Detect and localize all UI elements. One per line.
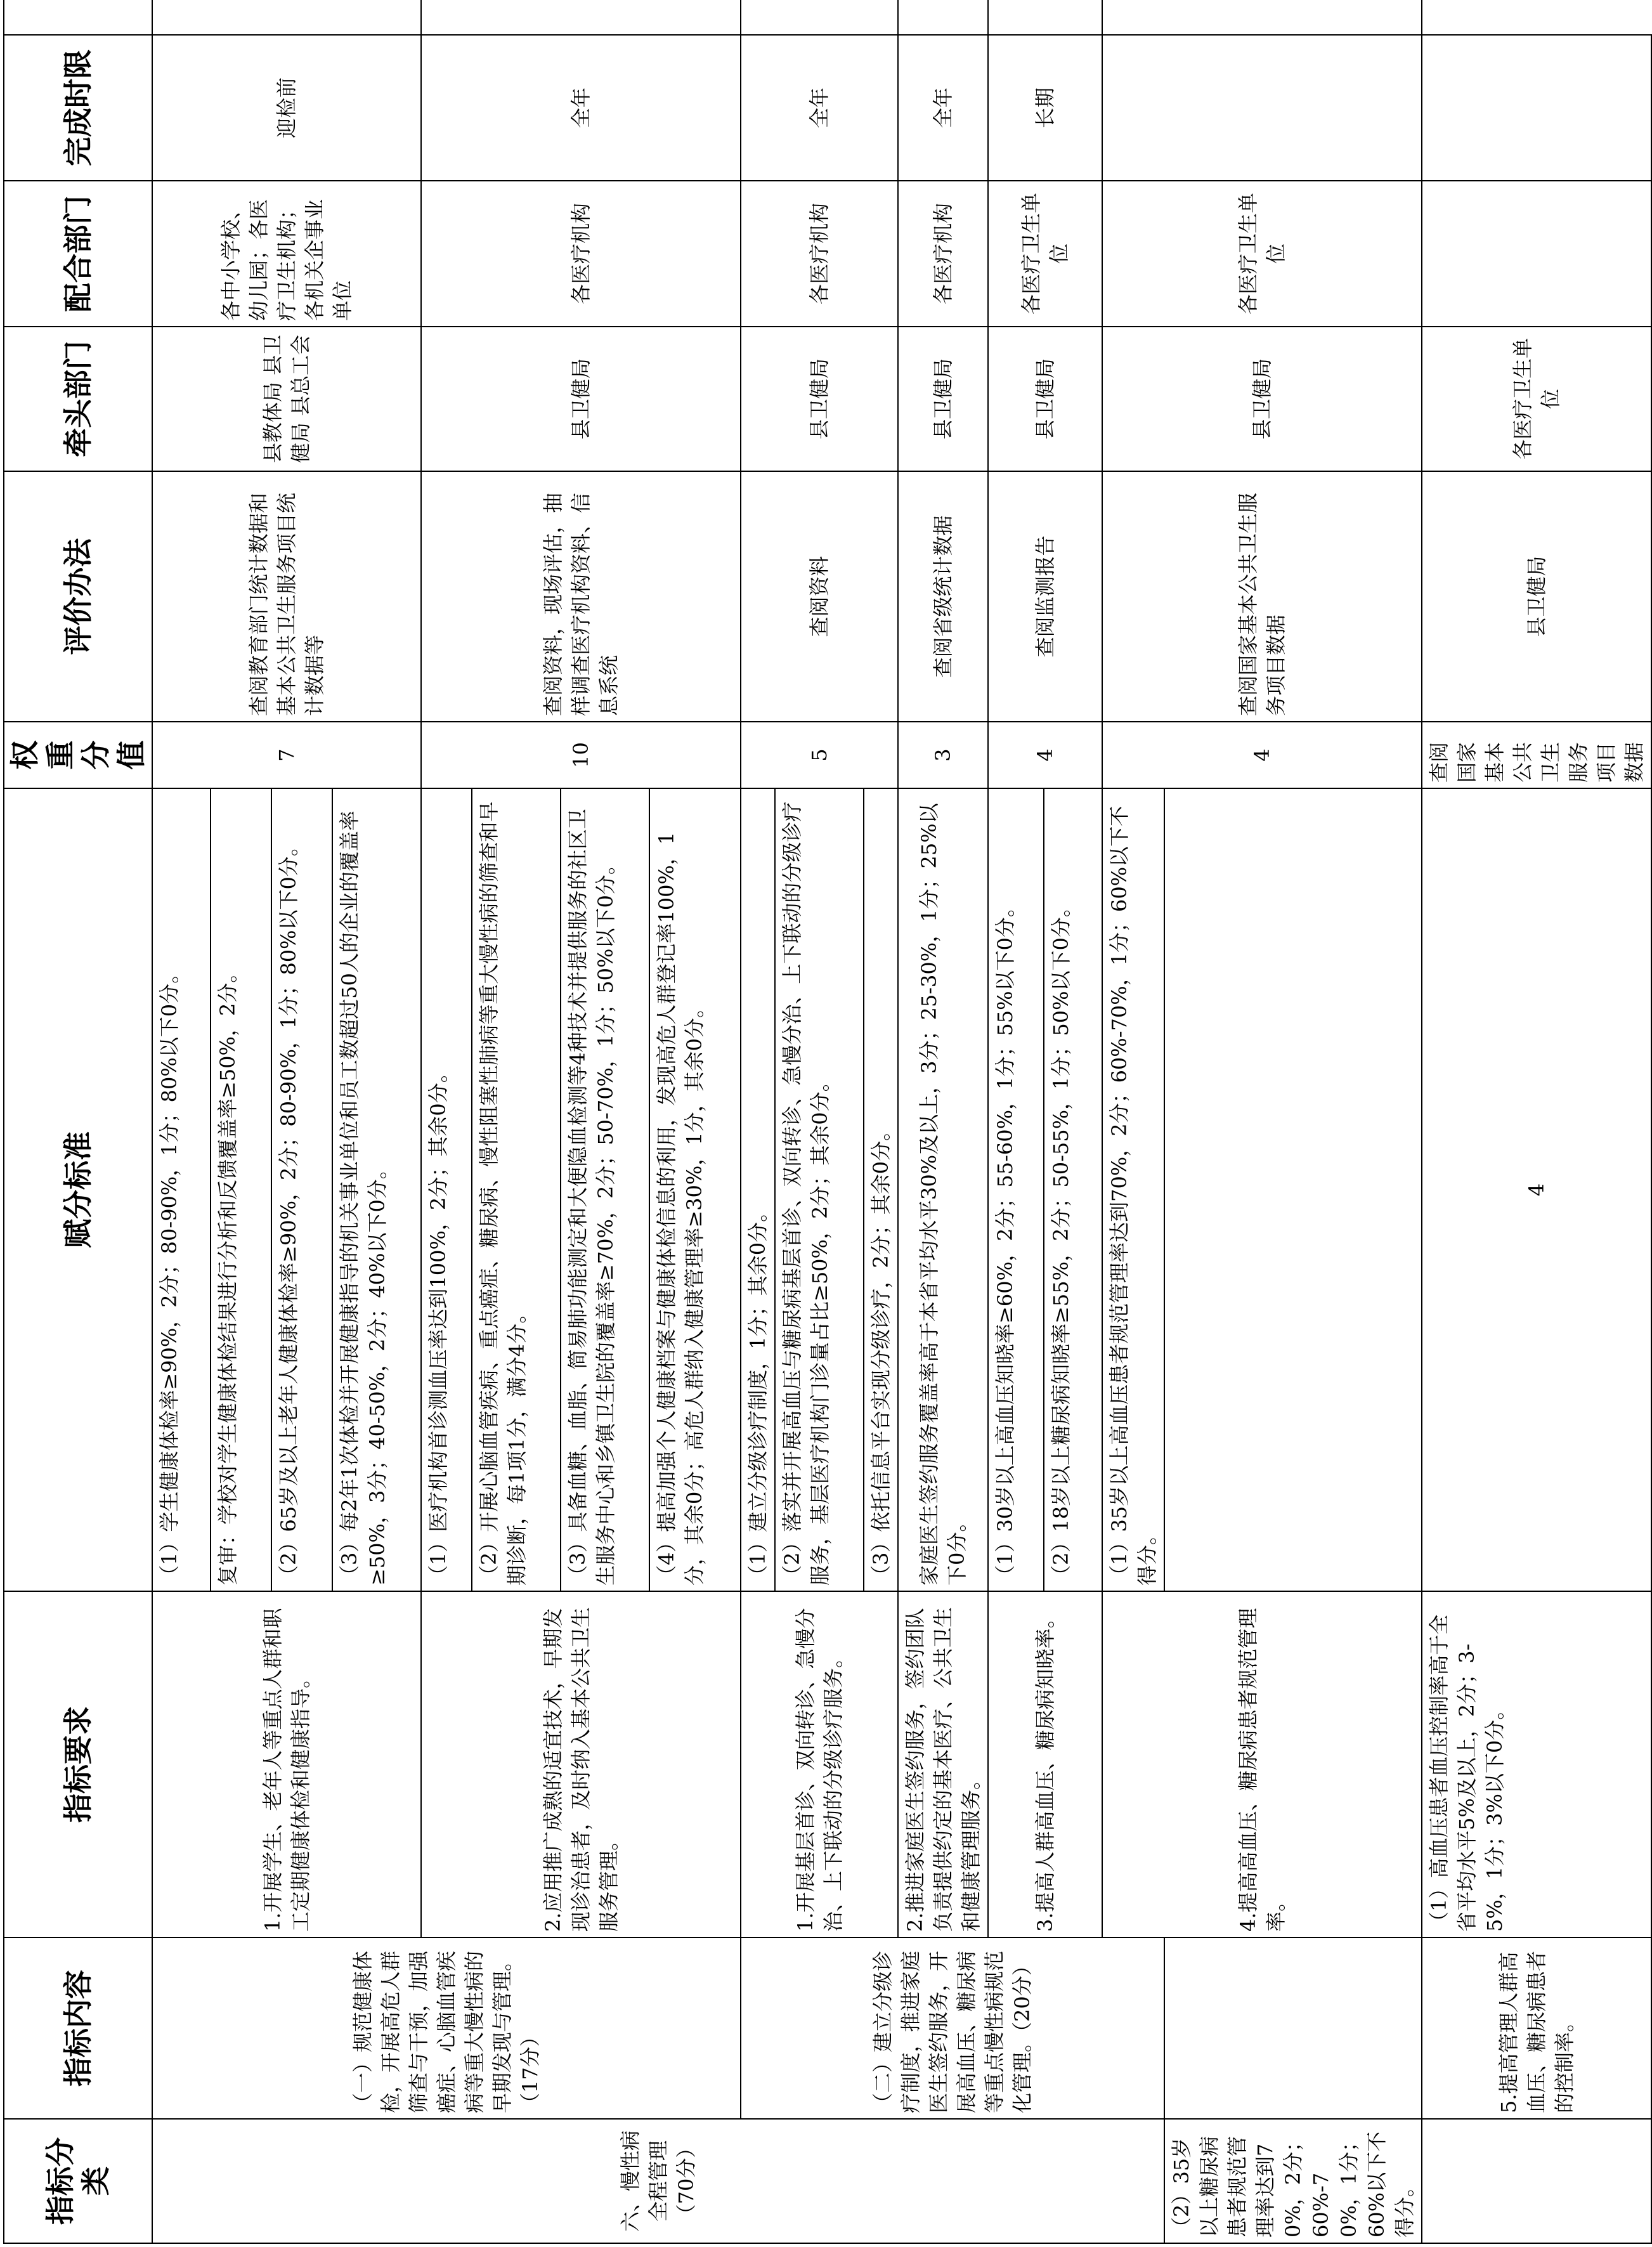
method-cell: 查阅教育部门统计数据和基本公共卫生服务项目统计数据等 [152,471,421,722]
criteria-cell: 复审：学校对学生健康体检结果进行分析和反馈覆盖率≥50%，2分。 [211,788,271,1591]
criteria-cell: （1）30岁以上高血压知晓率≥60%，2分；55-60%，1分；55%以下0分。 [988,788,1044,1591]
requirement-cell-7: 5.提高管理人群高血压、糖尿病患者的控制率。 [1422,1938,1651,2119]
criteria-cell: （1）建立分级诊疗制度，1分；其余0分。 [741,788,775,1591]
deadline-cell: 长期 [988,35,1102,181]
content-cell-2: （二）建立分级诊疗制度，推进家庭医生签约服务，开展高血压、糖尿病等重点慢性病规范化管理。（20分） [741,1938,1164,2119]
weight-cell: 5 [741,722,898,788]
criteria-cell: （2）开展心脑血管疾病、重点癌症、糖尿病、慢性阻塞性肺病等重大慢性病的筛查和早期诊断，每1项1分，满分4分。 [472,788,561,1591]
table-row [1422,0,1651,2243]
content-cell-1: （一）规范健康体检，开展高危人群筛查与干预，加强癌症、心脑血管疾病等重大慢性病的早期发现与管理。（17分） [152,1938,741,2119]
table-row [898,0,988,2243]
requirement-cell-2: 2.应用推广成熟的适宜技术，早期发现诊治患者，及时纳入基本公共卫生服务管理。 [421,1591,741,1938]
lead-cell: 县教体局 县卫健局 县总工会 [152,327,421,471]
header-coop: 配合部门 [4,181,152,327]
header-row [4,0,152,2243]
deadline-cell: 全年 [898,35,988,181]
table-row [1102,0,1164,2243]
deadline-cell: 迎检前 [152,35,421,181]
criteria-cell: （2）65岁及以上老年人健康体检率≥90%，2分；80-90%，1分；80%以下0分。 [271,788,332,1591]
criteria-cell: （3）依托信息平台实现分级诊疗，2分；其余0分。 [864,788,898,1591]
remark-cell [1422,35,1651,181]
content-cell-empty [1422,2119,1651,2243]
remark-cell [152,0,421,35]
table-row [988,0,1044,2243]
coop-cell: 各医疗机构 [741,181,898,327]
criteria-cell: （1）医疗机构首诊测血压率达到100%，2分；其余0分。 [421,788,472,1591]
requirement-cell-1: 1.开展学生、老年人等重点人群和职工定期健康体检和健康指导。 [152,1591,421,1938]
lead-cell: 县卫健局 [421,327,741,471]
criteria-cell: （4）提高加强个人健康档案与健康体检信息的利用，发现高危人群登记率100%，1分，其余0分；高危人群纳入健康管理率≥30%，1分，其余0分。 [649,788,741,1591]
table-row [421,0,472,2243]
criteria-cell: （3）具备血糖、血脂、简易肺功能测定和大便隐血检测等4种技术并提供服务的社区卫生服务中心和乡镇卫生院的覆盖率≥70%，2分；50-70%，1分；50%以下0分。 [561,788,649,1591]
deadline-cell [1102,35,1422,181]
category-cell: 六、慢性病全程管理（70分） [152,2119,1164,2243]
remark-cell [741,0,898,35]
header-content: 指标内容 [4,1938,152,2119]
method-cell: 查阅资料，现场评估，抽样调查医疗机构资料、信息系统 [421,471,741,722]
header-method: 评价办法 [4,471,152,722]
remark-cell [898,0,988,35]
header-weight: 权重分值 [4,722,152,788]
header-lead: 牵头部门 [4,327,152,471]
requirement-cell-6: 4.提高高血压、糖尿病患者规范管理率。 [1102,1591,1422,1938]
header-requirement: 指标要求 [4,1591,152,1938]
remark-cell [1102,0,1422,35]
coop-cell: 各医疗机构 [898,181,988,327]
deadline-cell: 全年 [741,35,898,181]
lead-cell: 县卫健局 [898,327,988,471]
evaluation-table [3,0,1652,2244]
deadline-cell [1422,181,1651,327]
coop-cell: 各医疗机构 [421,181,741,327]
weight-cell: 7 [152,722,421,788]
criteria-cell: （3）每2年1次体检并开展健康指导的机关事业单位和员工数超过50人的企业的覆盖率≥50%，3分；40-50%，2分；40%以下0分。 [332,788,421,1591]
remark-cell [421,0,741,35]
header-remark [4,0,152,35]
criteria-cell: （2）18岁以上糖尿病知晓率≥55%，2分；50-55%，1分；50%以下0分。 [1044,788,1102,1591]
deadline-cell: 全年 [421,35,741,181]
requirement-cell-3: 1.开展基层首诊、双向转诊、急慢分治、上下联动的分级诊疗服务。 [741,1591,898,1938]
coop-cell: 各医疗卫生单位 [1102,181,1422,327]
criteria-cell: （2）35岁以上糖尿病患者规范管理率达到70%，2分；60%-70%，1分；60%以下不得分。 [1164,2119,1422,2243]
header-category: 指标分类 [4,2119,152,2243]
method-cell: 查阅省级统计数据 [898,471,988,722]
weight-cell: 3 [898,722,988,788]
lead-cell: 县卫健局 [988,327,1102,471]
criteria-cell: 家庭医生签约服务覆盖率高于本省平均水平30%及以上，3分；25-30%，1分；25%以下0分。 [898,788,988,1591]
header-criteria: 赋分标准 [4,788,152,1591]
coop-cell: 各医疗卫生单位 [988,181,1102,327]
header-deadline: 完成时限 [4,35,152,181]
criteria-cell: （2）落实并开展高血压与糖尿病基层首诊、双向转诊、急慢分治、上下联动的分级诊疗服务，基层医疗机构门诊量占比≥50%，2分；其余0分。 [775,788,864,1591]
weight-cell: 4 [988,722,1102,788]
criteria-cell: （1）高血压患者血压控制率高于全省平均水平5%及以上，2分；3-5%，1分；3%以下0分。 [1422,1591,1651,1938]
method-cell: 查阅资料 [741,471,898,722]
criteria-cell: （1）学生健康体检率≥90%，2分；80-90%，1分；80%以下0分。 [152,788,211,1591]
weight-cell: 4 [1422,788,1651,1591]
weight-cell: 4 [1102,722,1422,788]
method-cell: 查阅国家基本公共卫生服务项目数据 [1422,722,1651,788]
criteria-cell: （1）35岁以上高血压患者规范管理率达到70%，2分；60%-70%，1分；60%以下不得分。 [1102,788,1164,1591]
weight-cell: 10 [421,722,741,788]
coop-cell: 各医疗卫生单位 [1422,327,1651,471]
coop-cell: 各中小学校、幼儿园；各医疗卫生机构；各机关企事业单位 [152,181,421,327]
lead-cell: 县卫健局 [1102,327,1422,471]
method-cell: 查阅国家基本公共卫生服务项目数据 [1102,471,1422,722]
requirement-cell-5: 3.提高人群高血压、糖尿病知晓率。 [988,1591,1102,1938]
lead-cell: 县卫健局 [741,327,898,471]
table-row [152,0,211,2243]
table-row [741,0,775,2243]
method-cell: 查阅监测报告 [988,471,1102,722]
requirement-cell-4: 2.推进家庭医生签约服务，签约团队负责提供约定的基本医疗、公共卫生和健康管理服务。 [898,1591,988,1938]
lead-cell: 县卫健局 [1422,471,1651,722]
remark-cell [988,0,1102,35]
